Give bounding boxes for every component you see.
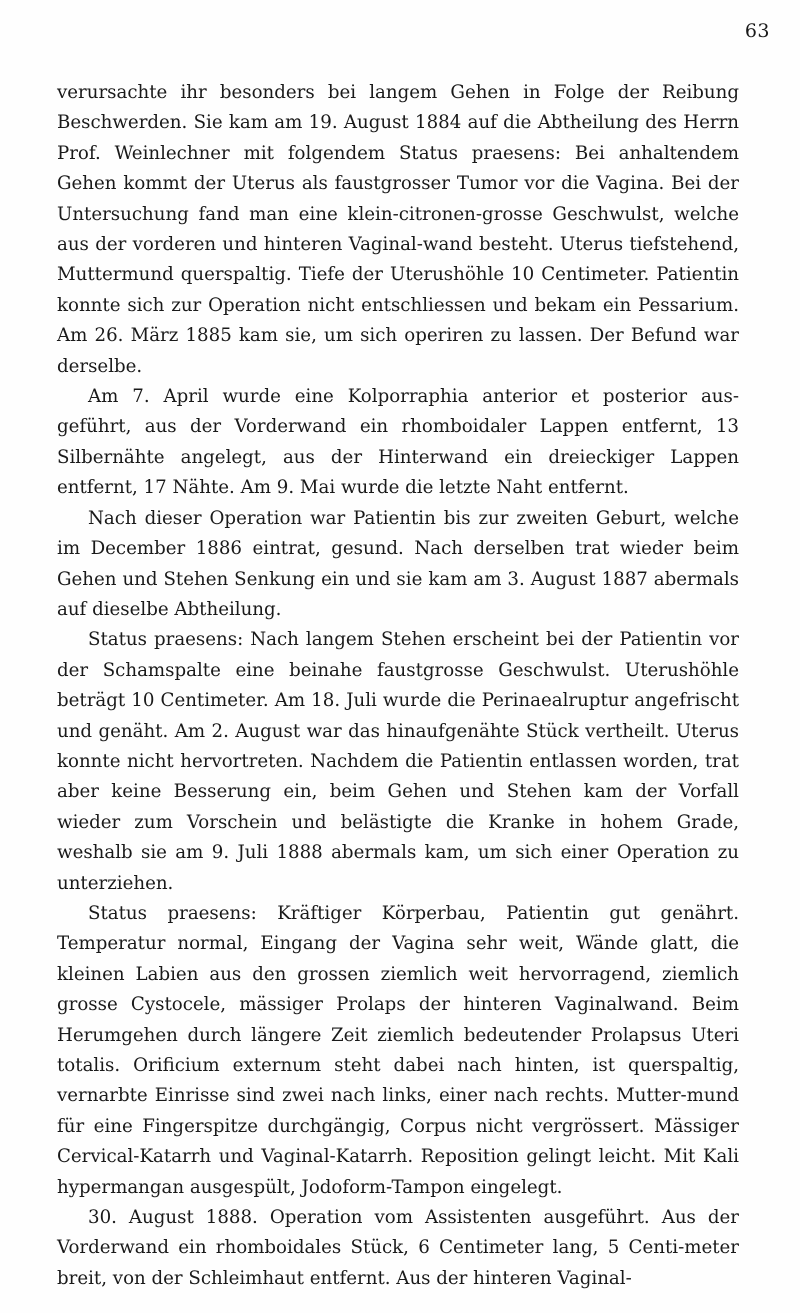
paragraph-6: 30. August 1888. Operation vom Assistenten ausgeführt. Aus der Vorderwand ein rhomboidales Stück, 6 Centimeter lang, 5 Centi-meter breit, von der Schleimhaut entfernt. Aus der hinteren Vaginal- [57, 1207, 739, 1289]
paragraph-4: Status praesens: Nach langem Stehen erscheint bei der Patientin vor der Schamspalte eine beinahe faustgrosse Geschwulst. Uterushöhle beträgt 10 Centimeter. Am 18. Juli wurde die Perinaealruptur angefrischt und genäht. Am 2. August war das hinaufgenähte Stück vertheilt. Uterus konnte nicht hervortreten. Nachdem die Patientin entlassen worden, trat aber keine Besserung ein, beim Gehen und Stehen kam der Vorfall wieder zum Vorschein und belästigte die Kranke in hohem Grade, weshalb sie am 9. Juli 1888 abermals kam, um sich einer Operation zu unterziehen. [57, 629, 739, 894]
paragraph-1: verursachte ihr besonders bei langem Gehen in Folge der Reibung Beschwerden. Sie kam am 19. August 1884 auf die Abtheilung des Herrn Prof. Weinlechner mit folgendem Status praesens: Bei anhaltendem Gehen kommt der Uterus als faustgrosser Tumor vor die Vagina. Bei der Untersuchung fand man eine klein-citronen-grosse Geschwulst, welche aus der vorderen und hinteren Vaginal-wand besteht. Uterus tiefstehend, Muttermund querspaltig. Tiefe der Uterushöhle 10 Centimeter. Patientin konnte sich zur Operation nicht entschliessen und bekam ein Pessarium. Am 26. März 1885 kam sie, um sich operiren zu lassen. Der Befund war derselbe. [57, 82, 739, 377]
body-text [57, 78, 739, 1294]
paragraph-3: Nach dieser Operation war Patientin bis zur zweiten Geburt, welche im December 1886 eintrat, gesund. Nach derselben trat wieder beim Gehen und Stehen Senkung ein und sie kam am 3. August 1887 abermals auf dieselbe Abtheilung. [57, 507, 739, 620]
paragraph-2: Am 7. April wurde eine Kolporraphia anterior et posterior aus-geführt, aus der Vorderwand ein rhomboidaler Lappen entfernt, 13 Silbernähte angelegt, aus der Hinterwand ein dreieckiger Lappen entfernt, 17 Nähte. Am 9. Mai wurde die letzte Naht entfernt. [57, 386, 739, 499]
paragraph-5: Status praesens: Kräftiger Körperbau, Patientin gut genährt. Temperatur normal, Eingang der Vagina sehr weit, Wände glatt, die kleinen Labien aus den grossen ziemlich weit hervorragend, ziemlich grosse Cystocele, mässiger Prolaps der hinteren Vaginalwand. Beim Herumgehen durch längere Zeit ziemlich bedeutender Prolapsus Uteri totalis. Orificium externum steht dabei nach hinten, ist querspaltig, vernarbte Einrisse sind zwei nach links, einer nach rechts. Mutter-mund für eine Fingerspitze durchgängig, Corpus nicht vergrössert. Mässiger Cervical-Katarrh und Vaginal-Katarrh. Reposition gelingt leicht. Mit Kali hypermangan ausgespült, Jodoform-Tampon eingelegt. [57, 902, 739, 1198]
page-number: 63 [744, 20, 770, 42]
